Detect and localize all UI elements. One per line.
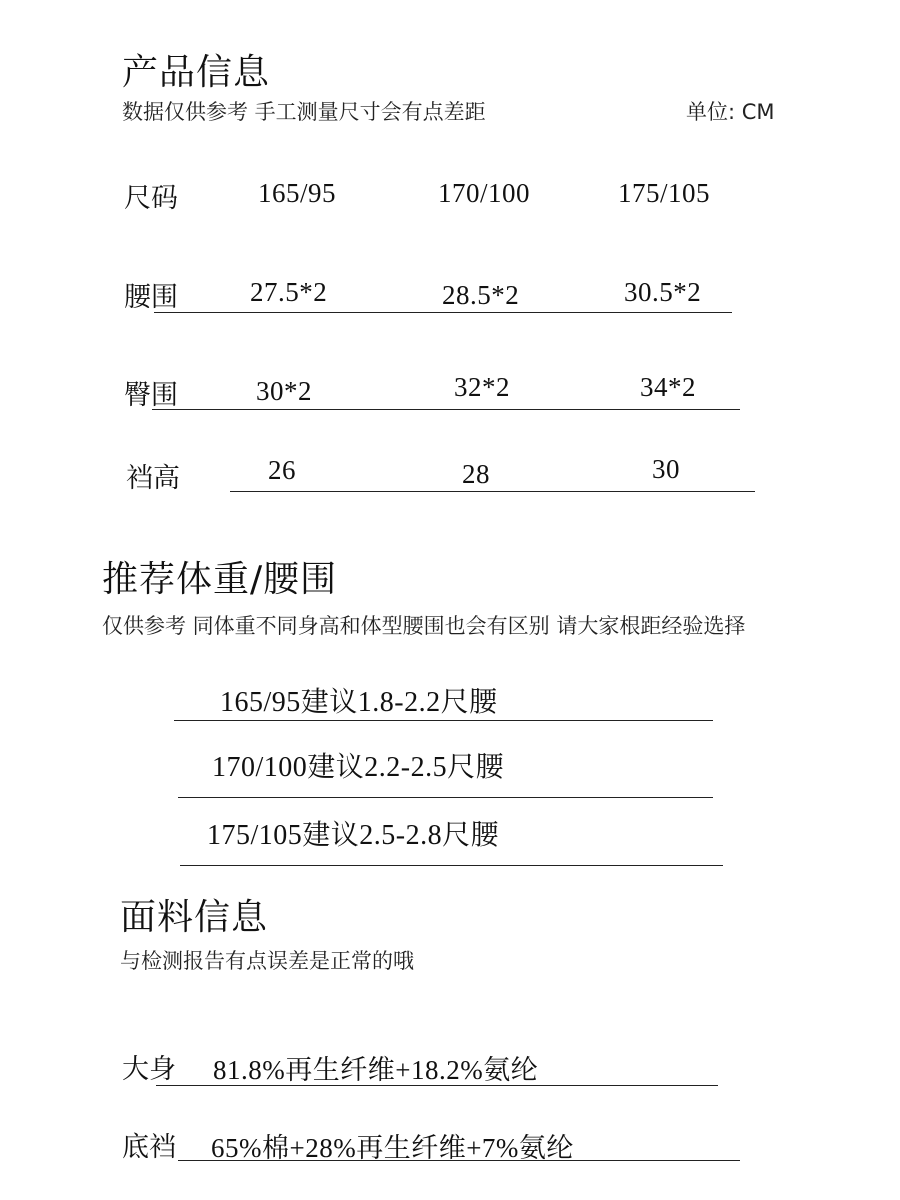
- recommend-underline-1: [174, 720, 713, 721]
- waist-value-1: 27.5*2: [250, 277, 328, 307]
- rise-value-3: 30: [652, 454, 680, 484]
- size-header-label: 尺码: [124, 183, 178, 214]
- size-col-1: 165/95: [258, 178, 337, 208]
- size-col-2: 170/100: [438, 178, 531, 208]
- waist-value-3: 30.5*2: [624, 277, 702, 307]
- recommend-title: 推荐体重/腰围: [102, 559, 338, 600]
- product-note: 数据仅供参考 手工测量尺寸会有点差距: [122, 100, 486, 124]
- waist-label: 腰围: [124, 282, 178, 313]
- hip-label: 臀围: [124, 380, 178, 411]
- recommend-underline-3: [180, 865, 723, 866]
- recommend-item-2: 170/100建议2.2-2.5尺腰: [212, 752, 505, 783]
- hip-value-2: 32*2: [454, 372, 510, 402]
- fabric-note: 与检测报告有点误差是正常的哦: [120, 949, 414, 973]
- waist-value-2: 28.5*2: [442, 280, 520, 310]
- fabric-body-value: 81.8%再生纤维+18.2%氨纶: [213, 1055, 539, 1085]
- product-title: 产品信息: [122, 52, 271, 93]
- fabric-crotch-underline: [178, 1160, 740, 1161]
- fabric-crotch-value: 65%棉+28%再生纤维+7%氨纶: [211, 1133, 574, 1163]
- rise-label: 裆高: [126, 463, 180, 494]
- fabric-body-label: 大身: [122, 1054, 176, 1085]
- hip-underline: [152, 409, 740, 410]
- unit-label: 单位: CM: [686, 100, 775, 124]
- size-col-3: 175/105: [618, 178, 711, 208]
- recommend-note: 仅供参考 同体重不同身高和体型腰围也会有区别 请大家根距经验选择: [102, 614, 746, 638]
- waist-underline: [154, 312, 732, 313]
- recommend-item-1: 165/95建议1.8-2.2尺腰: [220, 687, 498, 718]
- rise-value-1: 26: [268, 455, 296, 485]
- hip-value-1: 30*2: [256, 376, 312, 406]
- recommend-underline-2: [178, 797, 713, 798]
- recommend-item-3: 175/105建议2.5-2.8尺腰: [207, 820, 500, 851]
- rise-underline: [230, 491, 755, 492]
- fabric-crotch-label: 底裆: [122, 1132, 176, 1163]
- fabric-body-underline: [156, 1085, 718, 1086]
- hip-value-3: 34*2: [640, 372, 696, 402]
- fabric-title: 面料信息: [120, 897, 269, 938]
- rise-value-2: 28: [462, 459, 490, 489]
